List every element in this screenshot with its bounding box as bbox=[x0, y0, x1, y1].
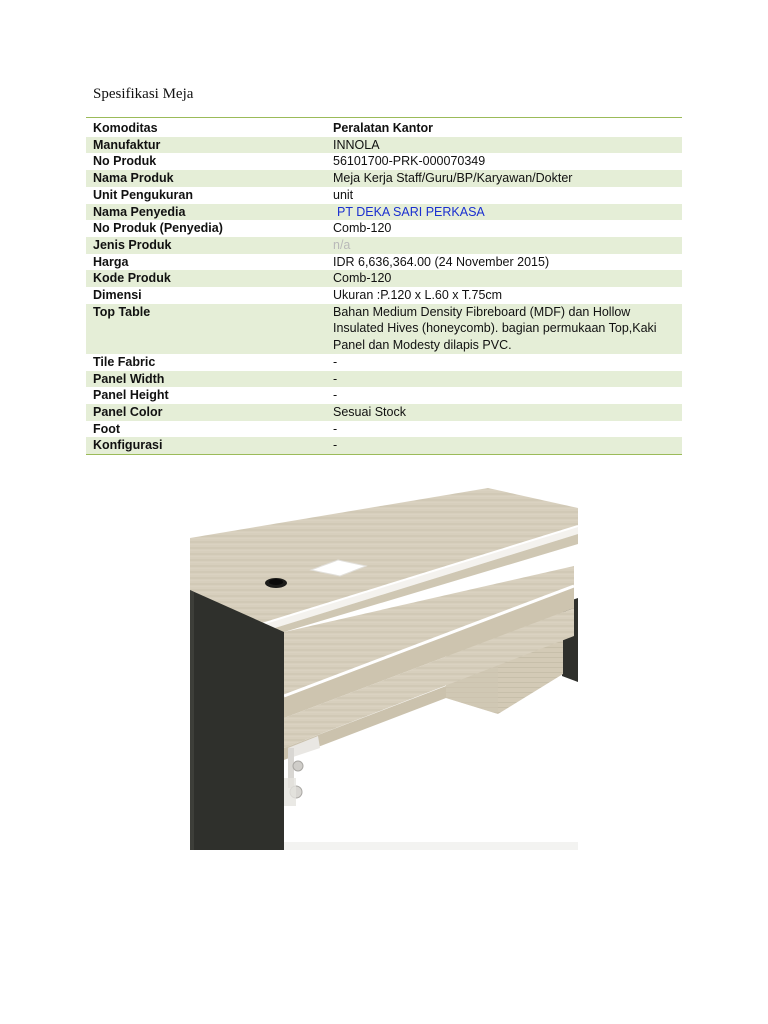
spec-key: Jenis Produk bbox=[86, 237, 325, 254]
spec-row-harga bbox=[86, 254, 682, 271]
spec-value: IDR 6,636,364.00 (24 November 2015) bbox=[333, 254, 550, 269]
spec-value: n/a bbox=[325, 237, 682, 254]
spec-row-no-produk bbox=[86, 153, 682, 170]
spec-row-panel-height bbox=[86, 387, 682, 404]
spec-value: Bahan Medium Density Fibreboard (MDF) dan Hollow Insulated Hives (honeycomb). bagian permukaan Top,Kaki Panel dan Modesty dilapis PVC. bbox=[325, 304, 682, 354]
spec-key: Kode Produk bbox=[86, 270, 325, 287]
spec-key: Dimensi bbox=[93, 288, 142, 303]
spec-value: 56101700-PRK-000070349 bbox=[333, 154, 486, 169]
spec-key: Foot bbox=[93, 421, 121, 436]
spec-key: Tile Fabric bbox=[93, 354, 156, 369]
spec-value: - bbox=[325, 437, 682, 454]
spec-row-panel-width bbox=[86, 371, 682, 388]
spec-value: INNOLA bbox=[325, 137, 682, 154]
spec-value: Meja Kerja Staff/Guru/BP/Karyawan/Dokter bbox=[325, 170, 682, 187]
desk-product-image bbox=[188, 486, 578, 850]
spec-key: Nama Produk bbox=[86, 170, 325, 187]
spec-row-konfigurasi bbox=[86, 437, 682, 454]
spec-row-unit-pengukuran bbox=[86, 187, 682, 204]
spec-value: - bbox=[325, 371, 682, 388]
spec-row-foot bbox=[86, 421, 682, 438]
spec-key: No Produk (Penyedia) bbox=[93, 221, 223, 236]
spec-value: Comb-120 bbox=[325, 270, 682, 287]
spec-row-no-produk-penyedia bbox=[86, 220, 682, 237]
spec-key: Nama Penyedia bbox=[86, 204, 325, 221]
spec-row-dimensi bbox=[86, 287, 682, 304]
spec-row-kode-produk bbox=[86, 270, 682, 287]
spec-value: Peralatan Kantor bbox=[333, 121, 434, 135]
spec-key: Konfigurasi bbox=[86, 437, 325, 454]
spec-value: - bbox=[333, 388, 338, 403]
spec-row-nama-penyedia bbox=[86, 204, 682, 221]
desk-left-leg bbox=[190, 590, 284, 850]
spec-key: Panel Height bbox=[93, 388, 169, 403]
spec-key: Unit Pengukuran bbox=[93, 187, 194, 202]
spec-row-top-table bbox=[86, 304, 682, 354]
spec-value: - bbox=[333, 421, 338, 436]
spec-value: unit bbox=[333, 187, 354, 202]
spec-row-nama-produk bbox=[86, 170, 682, 187]
spec-key: Komoditas bbox=[93, 121, 158, 135]
spec-row-jenis-produk bbox=[86, 237, 682, 254]
spec-value: - bbox=[333, 354, 338, 369]
spec-value: Comb-120 bbox=[333, 221, 392, 236]
spec-value: Ukuran :P.120 x L.60 x T.75cm bbox=[333, 288, 503, 303]
spec-row-tile-fabric bbox=[86, 354, 682, 371]
spec-row-komoditas bbox=[86, 118, 682, 137]
spec-key: No Produk bbox=[93, 154, 157, 169]
spec-key: Harga bbox=[93, 254, 129, 269]
spec-row-manufaktur bbox=[86, 137, 682, 154]
document-title: Spesifikasi Meja bbox=[93, 86, 194, 102]
spec-key: Manufaktur bbox=[86, 137, 325, 154]
vendor-link[interactable]: PT DEKA SARI PERKASA bbox=[337, 204, 485, 219]
spec-value bbox=[325, 204, 682, 221]
spec-value: Sesuai Stock bbox=[325, 404, 682, 421]
spec-key: Panel Color bbox=[86, 404, 325, 421]
spec-table bbox=[86, 117, 682, 455]
spec-key: Panel Width bbox=[86, 371, 325, 388]
spec-key: Top Table bbox=[86, 304, 325, 354]
spec-row-panel-color bbox=[86, 404, 682, 421]
